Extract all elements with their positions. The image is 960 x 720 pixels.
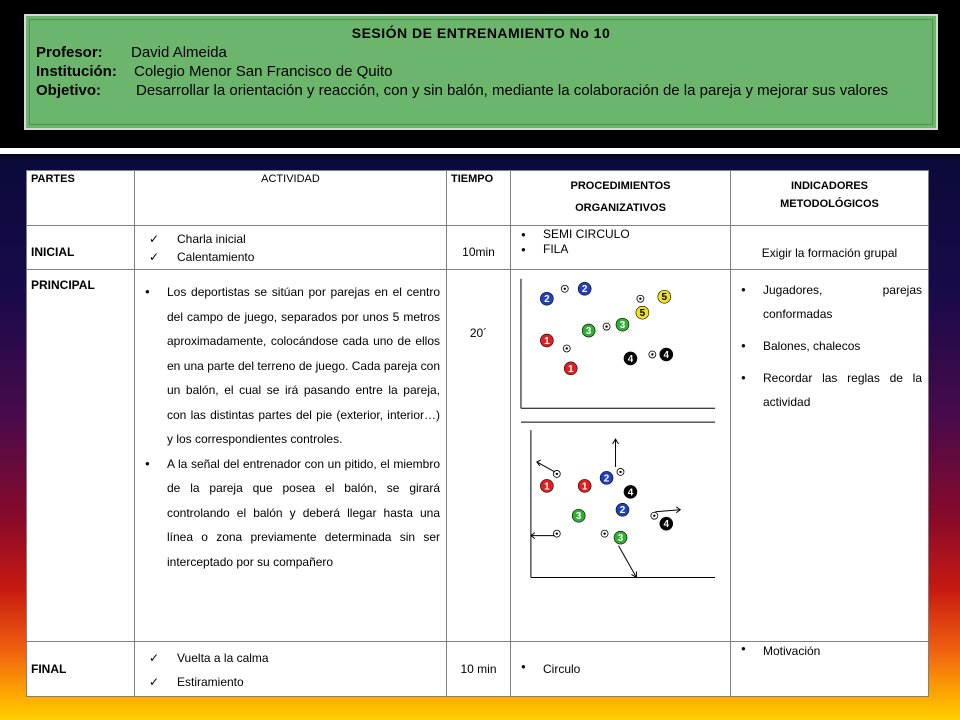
inicial-indicador-value: Exigir la formación grupal [761, 245, 898, 260]
final-actividad [135, 642, 447, 697]
session-title: SESIÓN DE ENTRENAMIENTO No 10 [351, 25, 611, 41]
ball-icon-center [605, 325, 607, 327]
ball-icon-center [653, 515, 655, 517]
player-number: 3 [575, 511, 582, 523]
final-procedimientos [511, 642, 731, 697]
header-indicadores-line2: METODOLÓGICOS [780, 198, 879, 210]
objetivo-label: Objetivo: [36, 82, 102, 99]
inicial-indicador [731, 226, 929, 270]
player-number: 5 [639, 308, 646, 320]
header-indicadores [731, 171, 929, 226]
row-final [27, 642, 929, 697]
table-header-row [27, 171, 929, 226]
inicial-tiempo-value: 10min [462, 244, 495, 259]
profesor-label: Profesor: [36, 44, 103, 61]
principal-tiempo [447, 270, 511, 642]
inicial-label: INICIAL [31, 244, 75, 259]
player-number: 4 [627, 353, 634, 365]
final-tiempo [447, 642, 511, 697]
final-indicador-1: ● Motivación [735, 644, 924, 658]
player-marker [540, 479, 553, 492]
final-procedimiento-1: ● Circulo [515, 662, 726, 676]
player-marker [578, 479, 591, 492]
player-marker [540, 292, 553, 305]
ball-icon-center [603, 532, 605, 534]
inicial-procedimiento-1: ● SEMI CIRCULO [515, 227, 726, 242]
principal-actividad-2: ● A la señal del entrenador con un pitido, el miembro de la pareja que posea el balón, se girará controlando el balón y deberá llegar hasta una línea o zona previamente determinada sin ser interceptado por su compañero [139, 452, 440, 575]
institucion-value: Colegio Menor San Francisco de Quito [134, 63, 393, 80]
inicial-parte [27, 226, 135, 270]
training-plan-table [26, 170, 929, 697]
player-number: 3 [617, 533, 624, 545]
principal-actividad-1: ● Los deportistas se sitúan por parejas en el centro del campo de juego, separados por unos 5 metros aproximadamente, colocándose cada uno de ellos en una parte del terreno de juego. Cada pareja con un balón, el cual se irá pasando entre la pareja, con las distintas partes del pie (exterior, interior…) y los correspondientes controles. [139, 280, 440, 452]
player-number: 1 [544, 481, 550, 493]
header-partes: PARTES [27, 171, 135, 226]
inicial-procedimiento-2: ● FILA [515, 242, 726, 257]
final-indicadores [731, 642, 929, 697]
player-marker [624, 352, 637, 365]
player-number: 4 [663, 519, 670, 531]
player-marker [564, 362, 577, 375]
arrow-up-left [537, 462, 555, 472]
player-number: 2 [544, 294, 550, 306]
player-number: 2 [603, 473, 610, 485]
arrow-right [655, 510, 680, 512]
inicial-actividad [135, 226, 447, 270]
ball-icon-center [556, 532, 558, 534]
player-marker [582, 324, 595, 337]
final-label: FINAL [31, 662, 67, 676]
objetivo-row [36, 81, 926, 100]
principal-indicador-2: ● Balones, chalecos [735, 334, 922, 358]
player-number: 2 [619, 505, 626, 517]
player-marker [614, 531, 627, 544]
ball-icon-center [639, 298, 641, 300]
player-number: 4 [663, 349, 670, 361]
final-parte [27, 642, 135, 697]
inicial-tiempo [447, 226, 511, 270]
ball-icon-center [564, 288, 566, 290]
player-number: 3 [585, 326, 592, 338]
principal-indicador-1: ● Jugadores, parejas conformadas [735, 278, 922, 326]
principal-parte [27, 270, 135, 642]
inicial-procedimientos [511, 226, 731, 270]
movement-arrows [531, 439, 680, 577]
header-indicadores-line1: INDICADORES [790, 180, 868, 192]
inicial-actividad-1: ✓ Charla inicial [139, 230, 442, 248]
principal-indicador-3: ● Recordar las reglas de la actividad [735, 366, 922, 414]
principal-indicadores [731, 270, 929, 642]
player-number: 5 [661, 292, 668, 304]
header-procedimientos-line1: PROCEDIMIENTOS [570, 180, 671, 192]
ball-icon-center [619, 471, 621, 473]
header-actividad: ACTIVIDAD [135, 171, 447, 226]
field-diagram [511, 272, 730, 638]
divider-bar [0, 148, 960, 154]
objetivo-value: Desarrollar la orientación y reacción, con y sin balón, mediante la colaboración de la pareja y mejorar sus valores [136, 82, 889, 99]
player-marker [578, 282, 591, 295]
principal-diagram-cell [511, 270, 731, 642]
final-actividad-2: ✓ Estiramiento [139, 670, 442, 694]
inicial-actividad-2: ✓ Calentamiento [139, 248, 442, 266]
header-procedimientos-line2: ORGANIZATIVOS [575, 202, 666, 214]
ball-icon-center [651, 353, 653, 355]
player-marker [572, 509, 585, 522]
player-marker [658, 290, 671, 303]
player-marker [624, 485, 637, 498]
ball-icon-center [556, 473, 558, 475]
principal-label: PRINCIPAL [31, 278, 95, 292]
session-header [24, 14, 938, 130]
ball-icon-center [566, 347, 568, 349]
final-tiempo-value: 10 min [460, 662, 497, 676]
player-number: 4 [627, 487, 634, 499]
principal-actividad [135, 270, 447, 642]
player-marker [600, 471, 613, 484]
player-number: 1 [581, 481, 588, 493]
institucion-row [36, 62, 926, 81]
player-number: 2 [581, 284, 588, 296]
player-marker [616, 318, 629, 331]
player-marker [540, 334, 553, 347]
player-number: 1 [544, 336, 550, 348]
profesor-value: David Almeida [131, 44, 227, 61]
top-formation [540, 282, 672, 375]
header-procedimientos [511, 171, 731, 226]
player-number: 1 [567, 363, 574, 375]
player-number: 3 [619, 320, 626, 332]
player-marker [660, 517, 673, 530]
institucion-label: Institución: [36, 63, 117, 80]
arrow-down-right [619, 546, 637, 578]
header-tiempo: TIEMPO [447, 171, 511, 226]
player-marker [660, 348, 673, 361]
principal-tiempo-value: 20´ [469, 326, 488, 340]
bottom-formation [540, 468, 672, 544]
final-actividad-1: ✓ Vuelta a la calma [139, 646, 442, 670]
row-inicial [27, 226, 929, 270]
row-principal [27, 270, 929, 642]
player-marker [636, 306, 649, 319]
profesor-row [36, 43, 926, 62]
player-marker [616, 503, 629, 516]
